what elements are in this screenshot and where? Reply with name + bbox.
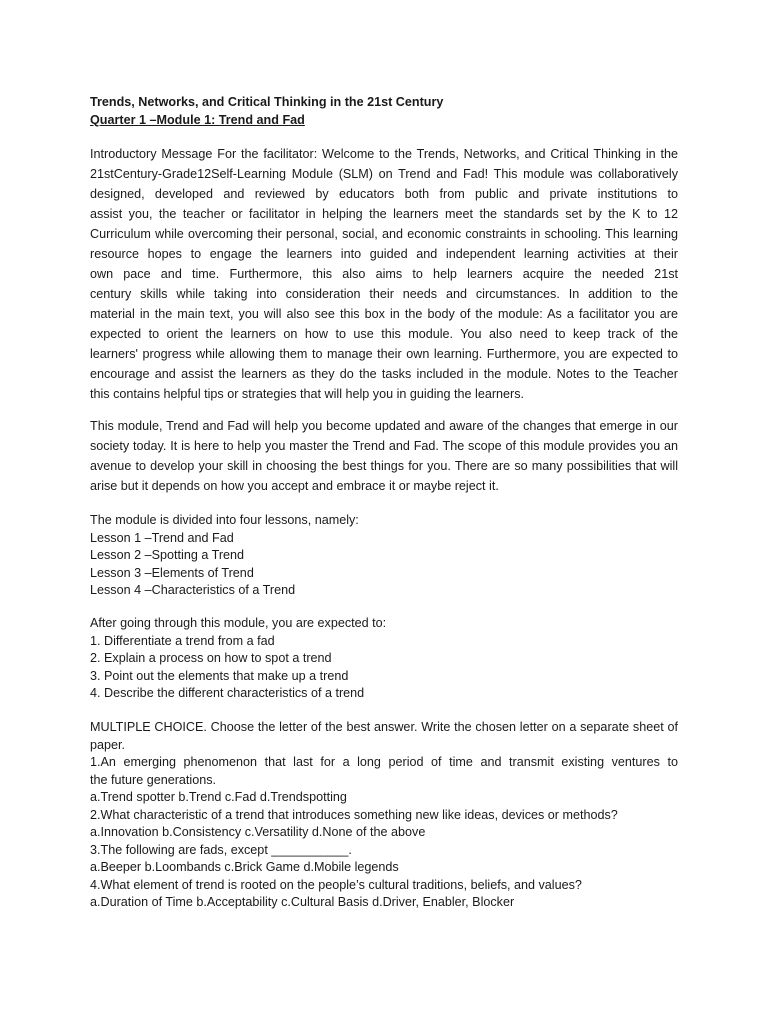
quiz-choices: a.Innovation b.Consistency c.Versatility d.None of the above <box>90 825 426 839</box>
intro-paragraph <box>90 144 678 404</box>
scope-paragraph <box>90 416 678 496</box>
quiz-section <box>90 719 678 912</box>
quiz-choices: a.Trend spotter b.Trend c.Fad d.Trendspotting <box>90 790 347 804</box>
intro-line: Curriculum while overcoming their personal, social, and economic constraints in schooling. This learning <box>90 227 678 241</box>
intro-line: expected to orient the learners on how to use this module. You also need to keep track of the <box>90 327 678 341</box>
scope-line: society today. It is here to help you master the Trend and Fad. The scope of this module provides you an <box>90 439 678 453</box>
quiz-instructions: MULTIPLE CHOICE. Choose the letter of the best answer. Write the chosen letter on a separate sheet of <box>90 720 678 734</box>
lesson-item: Lesson 2 –Spotting a Trend <box>90 548 245 562</box>
module-subtitle: Quarter 1 –Module 1: Trend and Fad <box>90 113 305 127</box>
lessons-list <box>90 512 678 600</box>
intro-line: century skills while taking into consideration their needs and circumstances. In addition to the <box>90 287 678 301</box>
intro-line: designed, developed and reviewed by educators both from public and private institutions to <box>90 187 678 201</box>
objective-item: 1. Differentiate a trend from a fad <box>90 633 275 648</box>
quiz-instructions: paper. <box>90 737 126 752</box>
quiz-question: 2.What characteristic of a trend that introduces something new like ideas, devices or methods? <box>90 807 618 822</box>
document-title: Trends, Networks, and Critical Thinking in the 21st Century <box>90 95 444 109</box>
quiz-question: 4.What element of trend is rooted on the people’s cultural traditions, beliefs, and values? <box>90 877 582 892</box>
objectives-heading: After going through this module, you are expected to: <box>90 616 387 630</box>
quiz-choices: a.Duration of Time b.Acceptability c.Cultural Basis d.Driver, Enabler, Blocker <box>90 895 515 909</box>
lessons-heading: The module is divided into four lessons, namely: <box>90 513 359 527</box>
scope-line: arise but it depends on how you accept and embrace it or maybe reject it. <box>90 479 499 493</box>
lesson-item: Lesson 1 –Trend and Fad <box>90 530 234 545</box>
intro-line: Introductory Message For the facilitator: Welcome to the Trends, Networks, and Critical Thinking in the <box>90 147 678 161</box>
quiz-question: 1.An emerging phenomenon that last for a long period of time and transmit existing ventures to <box>90 755 678 769</box>
objective-item: 2. Explain a process on how to spot a trend <box>90 651 332 665</box>
intro-line: this contains helpful tips or strategies that will help you in guiding the learners. <box>90 387 525 401</box>
scope-line: This module, Trend and Fad will help you become updated and aware of the changes that emerge in our <box>90 419 678 433</box>
objective-item: 4. Describe the different characteristics of a trend <box>90 686 365 700</box>
quiz-choices: a.Beeper b.Loombands c.Brick Game d.Mobile legends <box>90 860 399 874</box>
intro-line: assist you, the teacher or facilitator in helping the learners meet the standards set by the K to 12 <box>90 207 678 221</box>
objectives-list <box>90 615 678 703</box>
scope-line: avenue to develop your skill in choosing the best things for you. There are so many possibilities that will <box>90 459 678 473</box>
objective-item: 3. Point out the elements that make up a trend <box>90 668 349 683</box>
quiz-question: 3.The following are fads, except ___________. <box>90 842 352 857</box>
lesson-item: Lesson 4 –Characteristics of a Trend <box>90 583 296 597</box>
intro-line: 21stCentury-Grade12Self-Learning Module (SLM) on Trend and Fad! This module was collaboratively <box>90 167 678 181</box>
intro-line: resource hopes to engage the learners into guided and independent learning activities at their <box>90 247 678 261</box>
intro-line: own pace and time. Furthermore, this also aims to help learners acquire the needed 21st <box>90 267 678 281</box>
intro-line: encourage and assist the learners as they do the tasks included in the module. Notes to the Teacher <box>90 367 678 381</box>
intro-line: learners' progress while allowing them to manage their own learning. Furthermore, you are expected to <box>90 347 678 361</box>
lesson-item: Lesson 3 –Elements of Trend <box>90 565 254 580</box>
document-header <box>90 92 678 130</box>
quiz-question: the future generations. <box>90 772 217 787</box>
intro-line: material in the main text, you will also see this box in the body of the module: As a facilitator you are <box>90 307 678 321</box>
